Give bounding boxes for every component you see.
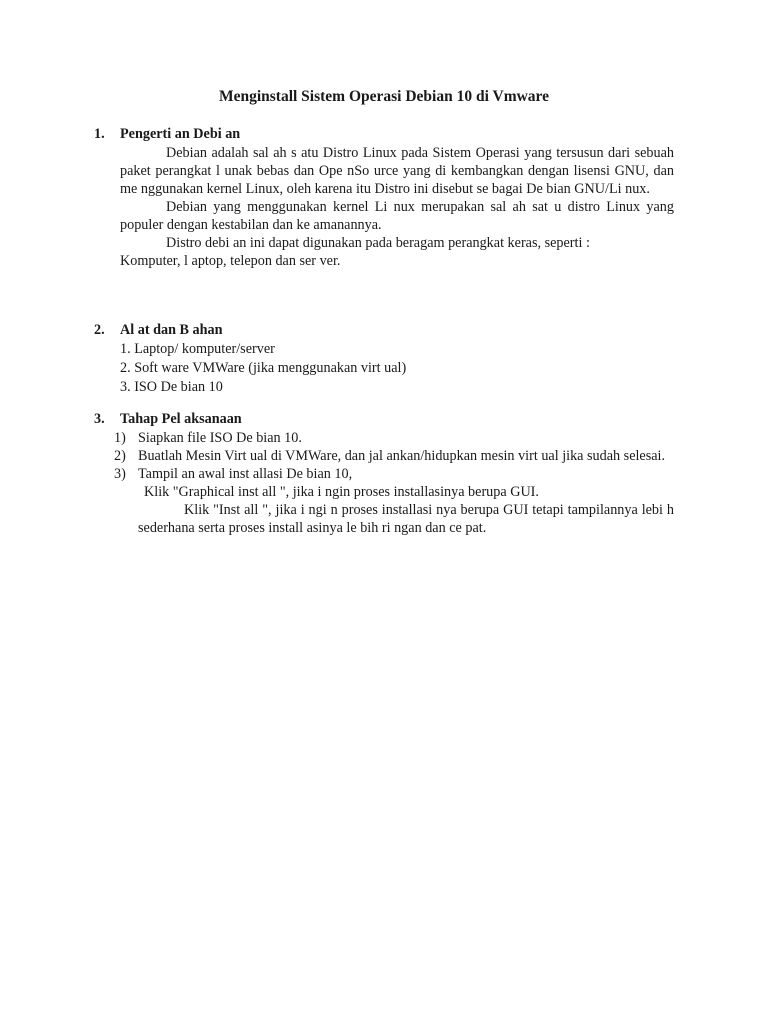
section-body [120, 144, 674, 270]
section-number: 2. [94, 322, 105, 338]
section-body [114, 429, 674, 537]
section-alat-bahan [94, 321, 674, 397]
paragraph: Debian yang menggunakan kernel Li nux merupakan sal ah sat u distro Linux yang populer dengan kestabilan dan ke amanannya. [120, 199, 674, 233]
section-pengertian [94, 125, 674, 270]
list-item: 2. Soft ware VMWare (jika menggunakan virt ual) [120, 360, 407, 376]
section-title: Tahap Pel aksanaan [120, 411, 242, 427]
section-number: 3. [94, 411, 105, 427]
section-body [120, 340, 674, 397]
section-tahap-pelaksanaan [94, 410, 674, 537]
list-item: 1. Laptop/ komputer/server [120, 341, 275, 357]
paragraph: Klik "Graphical inst all ", jika i ngin proses installasinya berupa GUI. [144, 484, 539, 500]
step-number: 2) [114, 448, 126, 464]
step-text: Siapkan file ISO De bian 10. [138, 430, 302, 446]
tools-list [120, 340, 674, 397]
section-heading [94, 410, 674, 429]
steps-list [114, 429, 674, 483]
step-text: Buatlah Mesin Virt ual di VMWare, dan jal ankan/hidupkan mesin virt ual jika sudah selesai. [138, 448, 666, 464]
list-item [114, 447, 674, 465]
paragraph: Komputer, l aptop, telepon dan ser ver. [120, 253, 341, 269]
document-title: Menginstall Sistem Operasi Debian 10 di Vmware [218, 88, 550, 105]
step-text: Tampil an awal inst allasi De bian 10, [138, 466, 353, 482]
section-heading [94, 321, 674, 340]
list-item [114, 465, 674, 483]
paragraph: Distro debi an ini dapat digunakan pada beragam perangkat keras, seperti : [166, 235, 590, 251]
section-heading [94, 125, 674, 144]
step-number: 3) [114, 466, 126, 482]
section-number: 1. [94, 126, 105, 142]
list-item [114, 429, 674, 447]
paragraph: Debian adalah sal ah s atu Distro Linux pada Sistem Operasi yang tersusun dari sebuah paket perangkat l unak bebas dan Ope nSo urce yang di kembangkan dengan lisensi GNU, dan me nggunakan kernel Linux, oleh karena itu Distro ini disebut se bagai De bian GNU/Li nux. [120, 145, 674, 197]
section-title: Al at dan B ahan [120, 322, 223, 338]
step-number: 1) [114, 430, 126, 446]
list-item: 3. ISO De bian 10 [120, 379, 223, 395]
paragraph: Klik "Inst all ", jika i ngi n proses installasi nya berupa GUI tetapi tampilannya lebi h sederhana serta proses install asinya le bih ri ngan dan ce pat. [138, 502, 674, 536]
section-title: Pengerti an Debi an [120, 126, 241, 142]
